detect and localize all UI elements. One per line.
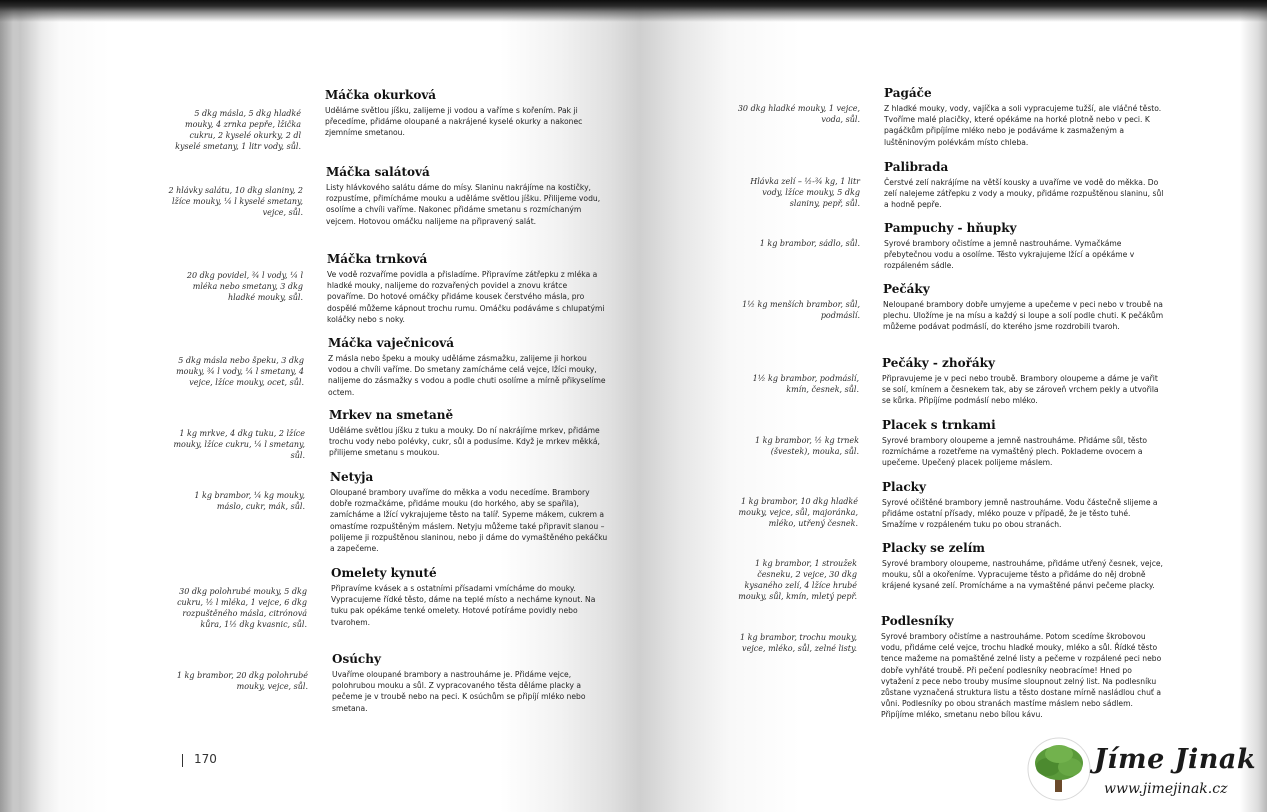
ingredients: 20 dkg povidel, ¾ l vody, ¼ l mléka nebo smetany, 3 dkg hladké mouky, sůl. — [186, 271, 303, 302]
recipe — [884, 221, 1166, 272]
ingredients: 1 kg brambor, ¼ kg mouky, máslo, cukr, mák, sůl. — [194, 491, 305, 511]
ingredients: 1 kg brambor, 1 stroužek česneku, 2 vejce, 30 dkg kysaného zelí, 4 lžíce hrubé mouky, sůl, kmín, mletý pepř. — [738, 559, 857, 601]
recipe-text: Uděláme světlou jíšku, zalijeme ji vodou a vaříme s kořením. Pak ji přecedíme, přidáme oloupané a nakrájené kyselé okurky a nakonec zjemníme smetanou. — [325, 106, 583, 138]
ingredients: 2 hlávky salátu, 10 dkg slaniny, 2 lžíce mouky, ¼ l kyselé smetany, vejce, sůl. — [168, 186, 303, 217]
site-logo[interactable] — [1026, 734, 1256, 804]
recipe-title: Máčka okurková — [325, 88, 437, 102]
recipe-title: Placek s trnkami — [882, 418, 996, 432]
recipe-title: Máčka vaječnicová — [328, 336, 455, 350]
recipe-text: Syrové brambory oloupeme, nastrouháme, přidáme utřený česnek, vejce, mouku, sůl a okořeníme. Vypracujeme těsto a přidáme do něj drobně krájené kysané zelí. Promícháme a na vymaštěné pánvi pečeme placky. — [882, 559, 1163, 591]
recipe-text: Připravíme kvásek a s ostatními přísadami vmícháme do mouky. Vypracujeme řídké těsto, dáme na teplé místo a necháme kynout. Na tuku pak opékáme tenké omelety. Hotové potíráme povidly nebo tvarohem. — [331, 584, 596, 627]
recipe-text: Z hladké mouky, vody, vajíčka a soli vypracujeme tužší, ale vláčné těsto. Tvoříme malé placičky, které opékáme na horké plotně nebo v peci. K pagáčkům připíjíme mléko nebo je podáváme k zasmaženým a luštěninovým polévkám místo chleba. — [884, 104, 1162, 147]
recipe-title: Máčka salátová — [326, 165, 430, 179]
recipe — [882, 356, 1164, 407]
recipe-text: Čerstvé zelí nakrájíme na větší kousky a uvaříme ve vodě do měkka. Do zelí nalejeme zátřepku z vody a mouky, přidáme rozpuštěnou slaninu, sůl a hodně pepře. — [884, 178, 1164, 210]
recipe — [884, 86, 1166, 148]
ingredients: 1½ kg menších brambor, sůl, podmáslí. — [742, 300, 860, 320]
recipe-title: Podlesníky — [881, 614, 954, 628]
recipe — [882, 480, 1164, 531]
recipe — [881, 614, 1163, 721]
recipe-text: Syrové brambory oloupeme a jemně nastrouháme. Přidáme sůl, těsto rozmícháme a rozetřeme na vymaštěný plech. Poklademe ovocem a upečeme. Upečený placek polijeme máslem. — [882, 436, 1148, 468]
recipe — [884, 160, 1166, 211]
ingredients: 30 dkg polohrubé mouky, 5 dkg cukru, ½ l mléka, 1 vejce, 6 dkg rozpuštěného másla, citrónová kůra, 1½ dkg kvasnic, sůl. — [177, 587, 307, 629]
recipe-title: Omelety kynuté — [331, 566, 437, 580]
recipe-title: Mrkev na smetaně — [329, 408, 454, 422]
recipe — [325, 88, 605, 139]
recipe — [332, 652, 612, 714]
ingredients: 5 dkg másla, 5 dkg hladké mouky, 4 zrnka pepře, lžička cukru, 2 kyselé okurky, 2 dl kyselé smetany, 1 litr vody, sůl. — [175, 109, 301, 151]
scan-shadow — [0, 0, 1267, 22]
recipe-text: Z másla nebo špeku a mouky uděláme zásmažku, zalijeme ji horkou vodou a chvíli vaříme. Do smetany zamícháme celá vejce, lžíci mouky, nalijeme do zásmažky s vodou a podle chuti osolíme a mírně přikyselíme octem. — [328, 354, 606, 397]
recipe-title: Placky — [882, 480, 926, 494]
recipe — [330, 470, 610, 554]
recipe — [331, 566, 611, 628]
recipe-text: Syrové brambory očistíme a nastrouháme. Potom scedíme škrobovou vodu, přidáme celé vejce, trochu hladké mouky, mléko a sůl. Řídké těsto tence mažeme na pomaštěné zelné listy a pečeme v rozpálené peci nebo dobře vyhřáté troubě. Při pečení podlesníky neobracíme! Hned po vytažení z pece nebo trouby musíme sloupnout zelný list. Na podlesníku zůstane vyznačená struktura listu a těsto dostane mírně nasládlou chuť a vůni. Podlesníky po obou stranách mastíme máslem nebo sádlem. Připíjíme mléko, smetanu nebo bílou kávu. — [881, 632, 1162, 720]
recipe-title: Pampuchy - hňupky — [884, 221, 1017, 235]
recipe — [883, 282, 1165, 333]
ingredients: 1 kg brambor, 10 dkg hladké mouky, vejce, sůl, majoránka, mléko, utřený česnek. — [738, 497, 858, 528]
recipe-text: Oloupané brambory uvaříme do měkka a vodu necedíme. Brambory dobře rozmačkáme, přidáme mouku (do horkého, aby se spařila), zamícháme a lžící vykrajujeme těsto na talíř. Sypeme mákem, cukrem a omastíme rozpuštěným máslem. Netyju můžeme také připravit slanou – polijeme ji rozpuštěnou slaninou, nebo ji dáme do vymaštěného pekáčku a zapečeme. — [330, 488, 608, 554]
recipe — [326, 165, 606, 227]
logo-title: Jíme Jinak — [1094, 744, 1257, 775]
ingredients: 1 kg mrkve, 4 dkg tuku, 2 lžíce mouky, lžíce cukru, ¼ l smetany, sůl. — [173, 429, 305, 460]
recipe-text: Syrové očištěné brambory jemně nastrouháme. Vodu částečně slijeme a přidáme ostatní přísady, mléko pouze v případě, že je těsto tuhé. Smažíme v rozpáleném tuku po obou stranách. — [882, 498, 1158, 530]
ingredients: 30 dkg hladké mouky, 1 vejce, voda, sůl. — [737, 104, 860, 124]
recipe-text: Ve vodě rozvaříme povidla a přisladíme. Připravíme zátřepku z mléka a hladké mouky, nalijeme do rozvařených povidel a znovu krátce povaříme. Do hotové omáčky přidáme kousek čerstvého másla, pro dospělé můžeme kápnout trochu rumu. Omáčku podáváme s chlupatými koláčky nebo s noky. — [327, 270, 605, 324]
recipe — [327, 252, 607, 325]
logo-url[interactable]: www.jimejinak.cz — [1104, 781, 1228, 797]
recipe-title: Pečáky - zhořáky — [882, 356, 995, 370]
recipe-title: Osúchy — [332, 652, 381, 666]
recipe-text: Uděláme světlou jíšku z tuku a mouky. Do ní nakrájíme mrkev, přidáme trochu vody nebo polévky, cukr, sůl a podusíme. Když je mrkev měkká, přilijeme smetanu s moukou. — [329, 426, 600, 458]
page-number: 170 — [182, 752, 217, 766]
recipe-title: Máčka trnková — [327, 252, 428, 266]
ingredients: 1 kg brambor, 20 dkg polohrubé mouky, vejce, sůl. — [176, 671, 308, 691]
page-edge — [0, 0, 22, 812]
recipe-title: Pagáče — [884, 86, 932, 100]
recipe-text: Listy hlávkového salátu dáme do mísy. Slaninu nakrájíme na kostičky, rozpustíme, přimícháme mouku a uděláme světlou jíšku. Přilijeme vodu, osolíme a chvíli vaříme. Nakonec přidáme smetanu s rozmíchaným vejcem. Hotovou omáčku nalijeme na připravený salát. — [326, 183, 601, 226]
ingredients: 1½ kg brambor, podmáslí, kmín, česnek, sůl. — [752, 374, 859, 394]
recipe-text: Připravujeme je v peci nebo troubě. Brambory oloupeme a dáme je vařit se solí, kmínem a česnekem tak, aby se zároveň vrchem pekly a utvořila se kůrka. Připíjíme podmáslí nebo mléko. — [882, 374, 1159, 406]
recipe-title: Placky se zelím — [882, 541, 985, 555]
recipe-text: Uvaříme oloupané brambory a nastrouháme je. Přidáme vejce, polohrubou mouku a sůl. Z vypracovaného těsta děláme placky a pečeme je v troubě nebo na peci. K osúchům se připíjí mléko nebo smetana. — [332, 670, 586, 713]
recipe-title: Pečáky — [883, 282, 930, 296]
recipe — [328, 336, 608, 398]
recipe-title: Netyja — [330, 470, 374, 484]
recipe-title: Palibrada — [884, 160, 949, 174]
tree-icon — [1026, 736, 1092, 802]
ingredients: Hlávka zelí – ½-¾ kg, 1 litr vody, lžíce mouky, 5 dkg slaniny, pepř, sůl. — [750, 177, 860, 208]
ingredients: 5 dkg másla nebo špeku, 3 dkg mouky, ¾ l vody, ¼ l smetany, 4 vejce, lžíce mouky, ocet, sůl. — [176, 356, 304, 387]
recipe — [882, 418, 1164, 469]
ingredients: 1 kg brambor, ½ kg trnek (švestek), mouka, sůl. — [755, 436, 859, 456]
ingredients: 1 kg brambor, trochu mouky, vejce, mléko, sůl, zelné listy. — [740, 633, 857, 653]
recipe-text: Neloupané brambory dobře umyjeme a upečeme v peci nebo v troubě na plechu. Uložíme je na mísu a každý si loupe a solí podle chuti. K pečákům můžeme podávat podmáslí, do kterého jsme rozdrobili tvaroh. — [883, 300, 1164, 332]
recipe-text: Syrové brambory očistíme a jemně nastrouháme. Vymačkáme přebytečnou vodu a osolíme. Těsto vykrajujeme lžící a opékáme v rozpáleném sádle. — [884, 239, 1135, 271]
recipe — [882, 541, 1164, 592]
ingredients: 1 kg brambor, sádlo, sůl. — [759, 239, 860, 248]
recipe — [329, 408, 609, 459]
